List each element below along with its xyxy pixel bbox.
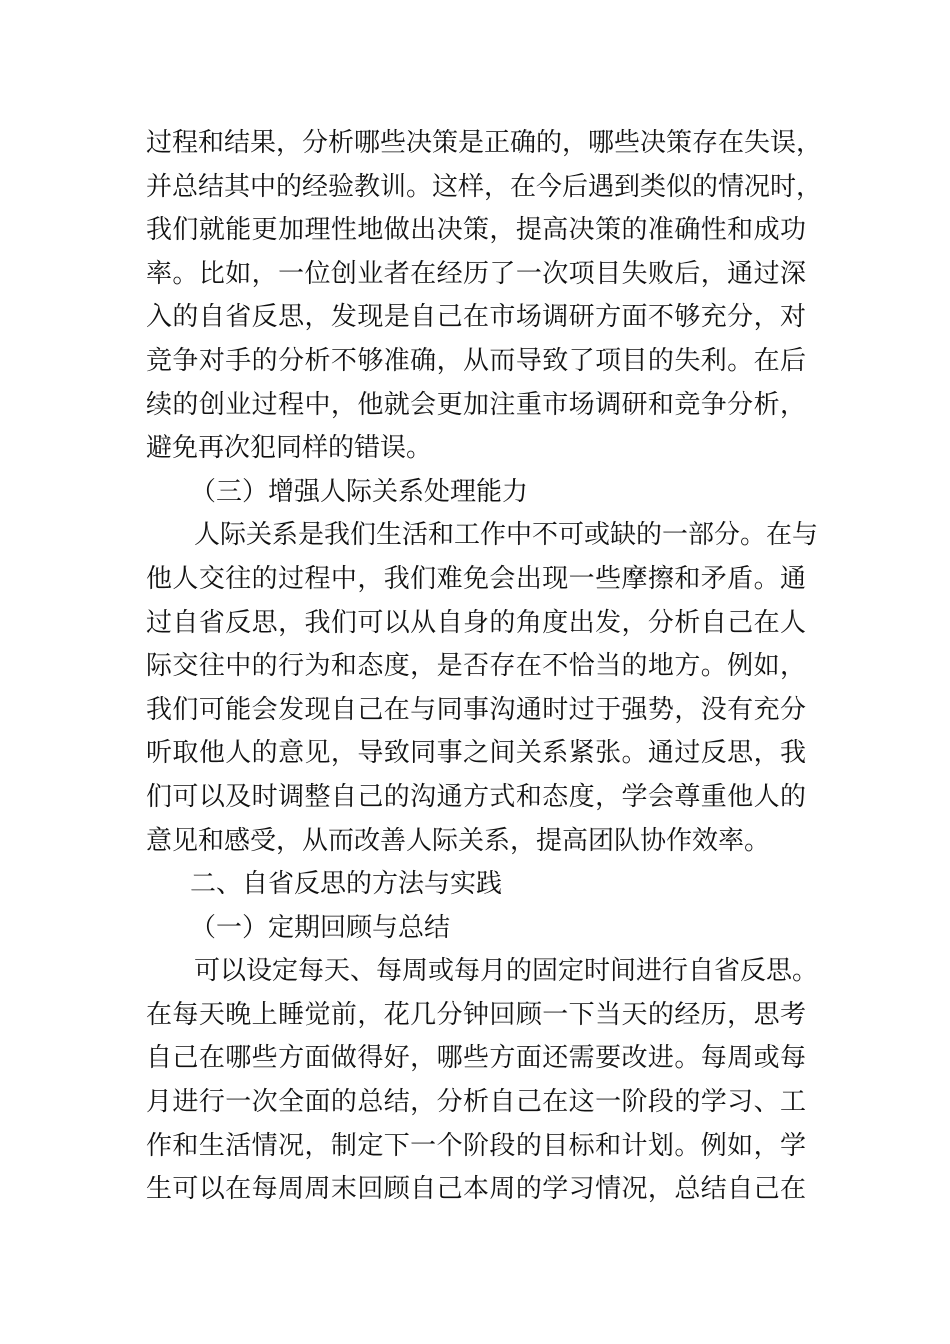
text-line: 意见和感受，从而改善人际关系，提高团队协作效率。	[146, 825, 771, 856]
text-line: 际交往中的行为和态度，是否存在不恰当的地方。例如，	[146, 651, 806, 682]
text-line: 过自省反思，我们可以从自身的角度出发，分析自己在人	[146, 607, 806, 638]
text-line: 入的自省反思，发现是自己在市场调研方面不够充分，对	[146, 302, 806, 333]
text-line: 月进行一次全面的总结，分析自己在这一阶段的学习、工	[146, 1087, 806, 1118]
chapter-heading: 二、自省反思的方法与实践	[190, 869, 503, 900]
text-line: 作和生活情况，制定下一个阶段的目标和计划。例如，学	[146, 1130, 806, 1161]
text-line: 自己在哪些方面做得好，哪些方面还需要改进。每周或每	[146, 1043, 806, 1074]
section-heading: （一）定期回顾与总结	[190, 912, 451, 943]
text-line: 我们可能会发现自己在与同事沟通时过于强势，没有充分	[146, 694, 806, 725]
text-line: 们可以及时调整自己的沟通方式和态度，学会尊重他人的	[146, 781, 806, 812]
text-line: 他人交往的过程中，我们难免会出现一些摩擦和矛盾。通	[146, 563, 806, 594]
text-line: 竞争对手的分析不够准确，从而导致了项目的失利。在后	[146, 345, 806, 376]
text-line: 听取他人的意见，导致同事之间关系紧张。通过反思，我	[146, 738, 806, 769]
text-line: 我们就能更加理性地做出决策，提高决策的准确性和成功	[146, 215, 806, 246]
text-line: 在每天晚上睡觉前，花几分钟回顾一下当天的经历，思考	[146, 999, 806, 1030]
text-line: 人际关系是我们生活和工作中不可或缺的一部分。在与	[194, 520, 819, 551]
text-line: 并总结其中的经验教训。这样，在今后遇到类似的情况时，	[146, 171, 823, 202]
section-heading: （三）增强人际关系处理能力	[190, 476, 529, 507]
text-line: 生可以在每周周末回顾自己本周的学习情况，总结自己在	[146, 1174, 806, 1205]
text-line: 过程和结果，分析哪些决策是正确的，哪些决策存在失误，	[146, 128, 823, 158]
text-line: 续的创业过程中，他就会更加注重市场调研和竞争分析，	[146, 389, 806, 420]
document-body	[146, 122, 823, 1212]
text-line: 率。比如，一位创业者在经历了一次项目失败后，通过深	[146, 258, 806, 289]
text-line: 可以设定每天、每周或每月的固定时间进行自省反思。	[194, 956, 819, 987]
text-line: 避免再次犯同样的错误。	[146, 433, 433, 464]
